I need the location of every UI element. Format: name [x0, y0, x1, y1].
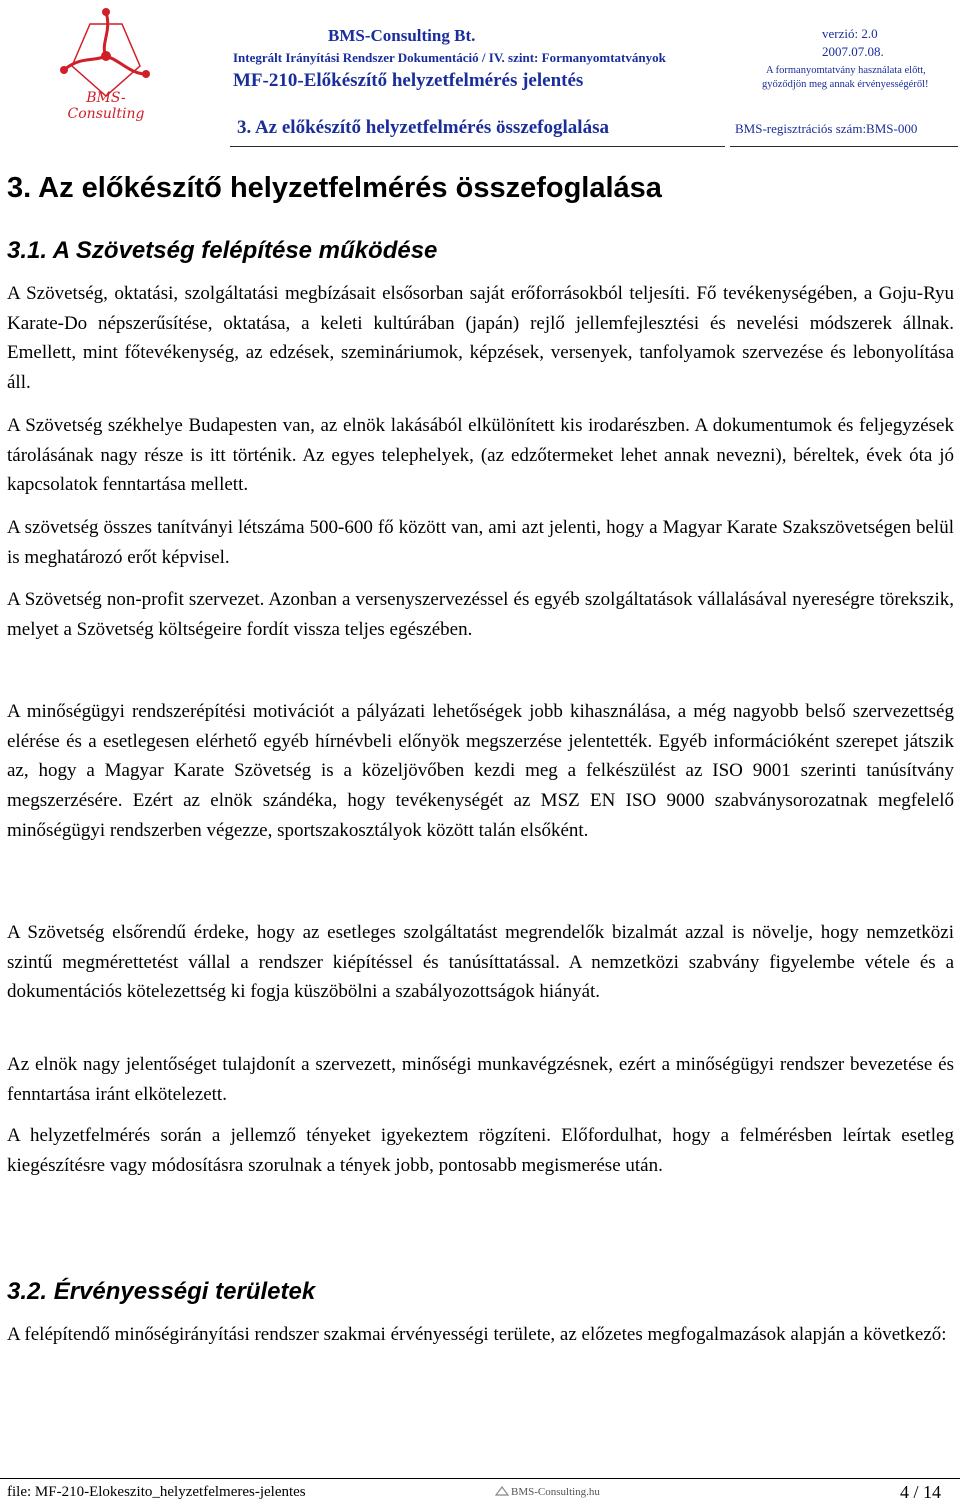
subsection-heading-3-2: 3.2. Érvényességi területek	[7, 1278, 316, 1305]
page-header	[0, 0, 960, 146]
footer-brand-text: BMS-Consulting.hu	[511, 1486, 600, 1498]
document-title: MF-210-Előkészítő helyzetfelmérés jelentés	[233, 70, 584, 91]
company-name: BMS-Consulting Bt.	[328, 26, 476, 45]
paragraph-interest: A Szövetség elsőrendű érdeke, hogy az esetleges szolgáltatást megrendelők bizalmát azzal is növelje, hogy nemzetközi szintű megmérettetést vállal a rendszer kiépítéssel és tanúsíttatással. A nemzetközi szabvány figyelembe vétele és a dokumentációs kötelezettség ki fogja küszöbölni a szabályozottságok hiányát.	[7, 922, 954, 1003]
paragraph-membership: A szövetség összes tanítványi létszáma 500-600 fő között van, ami azt jelenti, hogy a Magyar Karate Szakszövetségen belül is meghatározó erőt képvisel.	[7, 517, 954, 568]
document-series: Integrált Irányítási Rendszer Dokumentáció / IV. szint: Formanyomtatványok	[233, 50, 666, 65]
subsection-heading-3-1: 3.1. A Szövetség felépítése működése	[7, 237, 438, 264]
version-date: 2007.07.08.	[822, 44, 884, 59]
validity-note-line1: A formanyomtatvány használata előtt,	[766, 65, 926, 76]
paragraph-motivation: A minőségügyi rendszerépítési motivációt a pályázati lehetőségek jobb kihasználása, a még nagyobb belső szervezettség elérése és a esetlegesen elérhető egyéb hírnévbeli előnyök megszerzése jelentették. Egyéb információként szerepet játszik az, hogy a Magyar Karate Szövetség is a közeljövőben kezdi meg a felkészülést az ISO 9001 szerinti tanúsítvány megszerzésére. Ezért az elnök szándéka, hogy tevékenységét az MSZ EN ISO 9000 szabványsorozatnak megfelelő minőségügyi rendszerben végezze, sportszakosztályok között talán elsőként.	[7, 701, 954, 841]
paragraph-assessment: A helyzetfelmérés során a jellemző tényeket igyekeztem rögzíteni. Előfordulhat, hogy a felmérésben leírtak esetleg kiegészítésre vagy módosításra szorulnak a tények jobb, pontosabb megismerése után.	[7, 1125, 954, 1176]
paragraph-headquarters: A Szövetség székhelye Budapesten van, az elnök lakásából elkülönített kis irodarészben. A dokumentumok és feljegyzések tárolásának nagy része is itt történik. Az egyes telephelyek, (az edzőtermeket lehet annak nevezni), béreltek, évek óta jó kapcsolatok fenntartása mellett.	[7, 415, 954, 496]
paragraph-operations: A Szövetség, oktatási, szolgáltatási megbízásait elsősorban saját erőforrásokból teljesíti. Fő tevékenységében, a Goju-Ryu Karate-Do népszerűsítése, oktatása, a keleti kultúrában (japán) rejlő jellemfejlesztési és nevelési módszerek állnak. Emellett, mint főtevékenység, az edzések, szemináriumok, képzések, versenyek, tanfolyamok szervezése és lebonyolítása áll.	[7, 283, 954, 394]
company-logo	[50, 4, 162, 122]
logo-text: BMS-Consulting	[67, 90, 145, 122]
section-heading: 3. Az előkészítő helyzetfelmérés összefoglalása	[7, 172, 662, 204]
footer-brand	[495, 1486, 600, 1498]
brand-mark-icon	[495, 1486, 509, 1496]
paragraph-scope: A felépítendő minőségirányítási rendszer szakmai érvényességi területe, az előzetes megfogalmazások alapján a következő:	[7, 1324, 947, 1345]
validity-note	[762, 64, 928, 92]
paragraph-commitment: Az elnök nagy jelentőséget tulajdonít a szervezett, minőségi munkavégzésnek, ezért a minőségügyi rendszer bevezetése és fenntartása iránt elkötelezett.	[7, 1054, 954, 1105]
page-number: 4 / 14	[900, 1482, 942, 1502]
validity-note-line2: győződjön meg annak érvényességéről!	[762, 79, 929, 90]
version-label: verzió: 2.0	[822, 26, 878, 41]
registration-number: BMS-regisztrációs szám:BMS-000	[735, 121, 918, 136]
header-divider-right	[730, 146, 958, 147]
footer-divider	[0, 1478, 960, 1479]
header-divider	[230, 146, 725, 147]
paragraph-nonprofit: A Szövetség non-profit szervezet. Azonban a versenyszervezéssel és egyéb szolgáltatások vállalásával nyereségre törekszik, melyet a Szövetség költségeire fordít vissza teljes egészében.	[7, 589, 954, 640]
footer-filename: file: MF-210-Elokeszito_helyzetfelmeres-jelentes	[7, 1484, 306, 1500]
header-section-title: 3. Az előkészítő helyzetfelmérés összefoglalása	[237, 117, 609, 138]
